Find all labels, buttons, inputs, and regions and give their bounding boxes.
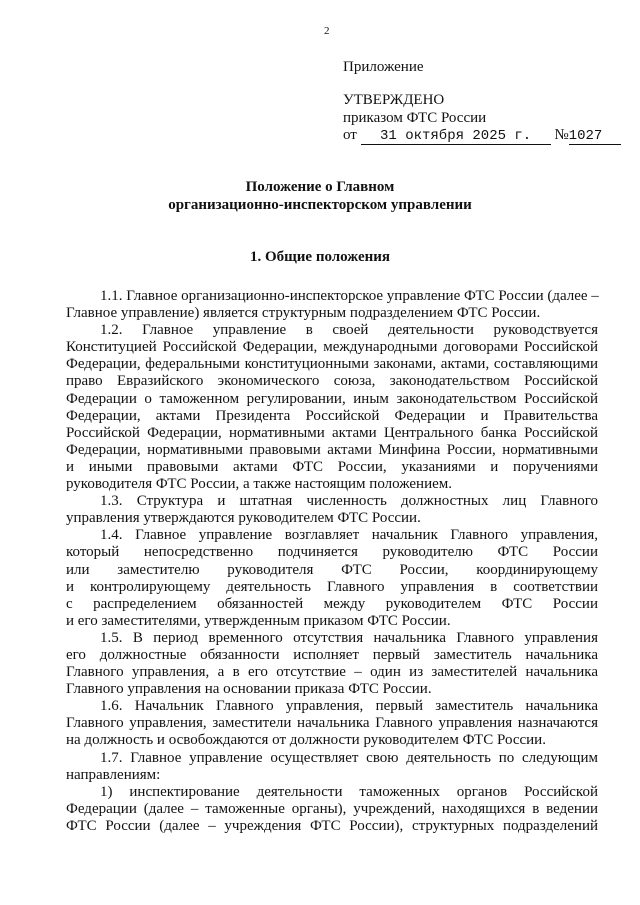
paragraph-line: который непосредственно подчиняется руководителю ФТС России [66,544,598,561]
paragraph-line: направлениям: [66,766,161,783]
paragraph-line: ФТС России (далее – учреждения ФТС России), структурных подразделений [66,817,598,834]
paragraph-line: руководителя ФТС России, а также настоящим положением. [66,476,453,493]
paragraph-line: 1.7. Главное управление осуществляет свою деятельность по следующим [100,749,598,766]
paragraph-line: 1.5. В период временного отсутствия начальника Главного управления [100,629,598,646]
paragraph-line: Российской Федерации, нормативными актами Центрального банка Российской [66,424,598,441]
paragraph-line: Главного управления, а в его отсутствие – один из заместителей начальника [66,664,598,681]
paragraph-line: и контролирующему деятельность Главного управления в соответствии [66,578,598,595]
approved-label: УТВЕРЖДЕНО [343,92,445,108]
section-heading: 1. Общие положения [249,249,391,265]
order-date: 31 октября 2025 г. [361,129,551,145]
paragraph-line: Федерации (далее – таможенные органы), учреждений, находящихся в ведении [66,800,598,817]
paragraph-line: его должностные обязанности исполняет первый заместитель начальника [66,646,598,663]
paragraph-line: 1) инспектирование деятельности таможенных органов Российской [100,783,598,800]
paragraph-line: 1.6. Начальник Главного управления, первый заместитель начальника [100,698,598,715]
title-line-1: Положение о Главном [245,179,395,195]
paragraph [66,630,598,698]
paragraph [66,493,598,527]
paragraph [66,288,598,322]
appendix-label: Приложение [343,59,424,75]
paragraph-line: Главного управления на основании приказа ФТС России. [66,681,432,698]
paragraph-line: Конституцией Российской Федерации, международными договорами Российской [66,339,598,356]
paragraph-line: на должность и освобождаются от должности руководителем ФТС России. [66,732,546,749]
paragraph-line: 1.2. Главное управление в своей деятельности руководствуется [100,322,598,339]
page-number: 2 [324,25,330,37]
paragraph [66,750,598,784]
paragraph [66,784,598,835]
paragraph [66,322,598,493]
paragraph-line: 1.1. Главное организационно-инспекторское управление ФТС России (далее – [100,288,599,304]
paragraph-line: право Евразийского экономического союза, законодательством Российской [66,373,598,390]
paragraph-line: с распределением обязанностей между руководителем ФТС России [66,595,598,612]
paragraph-line: Федерации, актами Президента Российской Федерации и Правительства [66,407,598,424]
paragraph-line: Федерации, нормативными правовыми актами Минфина России, нормативными [66,441,598,458]
order-date-line [343,127,621,145]
paragraph-line: или заместителю руководителя ФТС России, координирующему [66,561,598,578]
paragraph-line: и его заместителями, утвержденным приказом ФТС России. [66,612,451,629]
paragraph-line: управления утверждаются руководителем ФТС России. [66,510,421,527]
date-prefix: от [343,127,357,143]
order-by-label: приказом ФТС России [343,110,487,126]
paragraph-line: 1.3. Структура и штатная численность должностных лиц Главного [100,493,598,510]
order-number: 1027 [569,129,621,145]
paragraph-line: Главного управления, заместители начальника Главного управления назначаются [66,715,598,732]
paragraph-line: Федерации, федеральными конституционными законами, актами, составляющими [66,356,598,373]
document-title [0,178,640,214]
paragraph-line: Федерации о таможенном регулировании, иным законодательством Российской [66,390,598,407]
number-sign: № [554,127,569,143]
paragraph [66,527,598,630]
title-line-2: организационно-инспекторском управлении [168,197,472,213]
paragraph-line: Главное управление) является структурным подразделением ФТС России. [66,305,541,322]
paragraph [66,698,598,749]
document-body [66,288,598,835]
paragraph-line: и иными правовыми актами ФТС России, указаниями и поручениями [66,458,598,475]
paragraph-line: 1.4. Главное управление возглавляет начальник Главного управления, [100,527,598,544]
